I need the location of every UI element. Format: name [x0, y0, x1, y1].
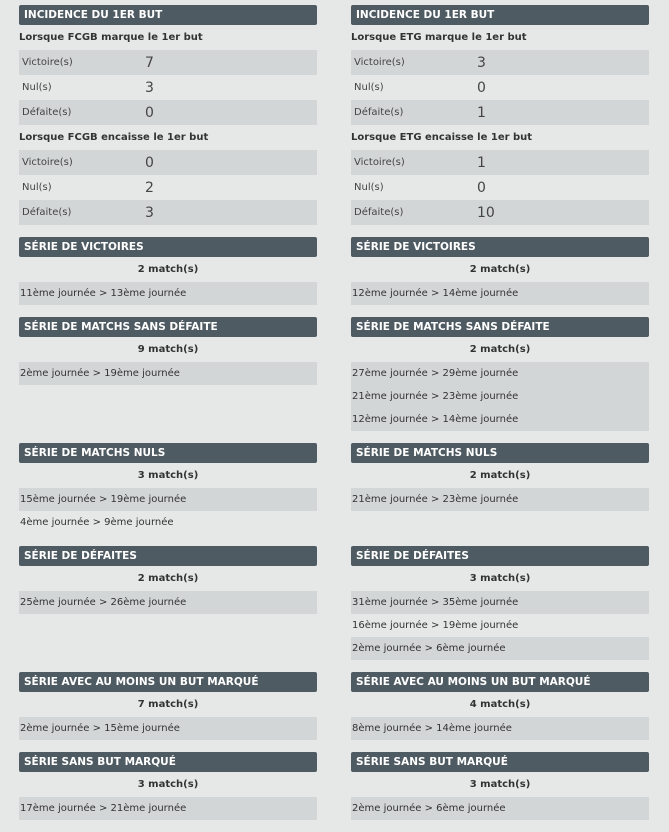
series-no-goal: [19, 752, 317, 820]
range-row: 21ème journée > 23ème journée: [351, 385, 649, 408]
series-header: SÉRIE DE MATCHS SANS DÉFAITE: [19, 317, 317, 337]
series-header: SÉRIE SANS BUT MARQUÉ: [19, 752, 317, 772]
series-header: SÉRIE DE VICTOIRES: [19, 237, 317, 257]
stat-label: Défaite(s): [354, 107, 404, 118]
range-row: 4ème journée > 9ème journée: [20, 517, 174, 528]
range-row: 2ème journée > 15ème journée: [19, 717, 317, 740]
stat-row: [19, 150, 317, 175]
range-row: 12ème journée > 14ème journée: [351, 282, 649, 305]
series-no-goal: [351, 752, 649, 820]
stat-value: 0: [145, 104, 154, 121]
stat-value: 0: [477, 79, 486, 96]
stat-label: Défaite(s): [354, 207, 404, 218]
range-row: 2ème journée > 19ème journée: [19, 362, 317, 385]
conceded-first-subtitle: Lorsque ETG encaisse le 1er but: [351, 132, 533, 143]
stat-label: Nul(s): [354, 182, 384, 193]
match-count: 2 match(s): [137, 264, 199, 275]
range-row: 16ème journée > 19ème journée: [352, 620, 519, 631]
stat-value: 0: [145, 154, 154, 171]
stat-row: [19, 50, 317, 75]
scored-first-subtitle: Lorsque ETG marque le 1er but: [351, 32, 527, 43]
stat-row: [351, 75, 649, 100]
series-header: SÉRIE DE MATCHS SANS DÉFAITE: [351, 317, 649, 337]
match-count: 3 match(s): [469, 573, 531, 584]
stat-row: [19, 100, 317, 125]
series-scoring: [351, 672, 649, 740]
stat-value: 2: [145, 179, 154, 196]
series-draws: [19, 443, 317, 534]
range-row: 27ème journée > 29ème journée: [351, 362, 649, 385]
range-row: 15ème journée > 19ème journée: [19, 488, 317, 511]
stat-value: 3: [477, 54, 486, 71]
match-count: 2 match(s): [469, 470, 531, 481]
stat-row: [19, 75, 317, 100]
range-row: 12ème journée > 14ème journée: [351, 408, 649, 431]
stat-label: Victoire(s): [354, 157, 405, 168]
series-header: SÉRIE DE DÉFAITES: [351, 546, 649, 566]
series-header: SÉRIE DE MATCHS NULS: [351, 443, 649, 463]
stat-row: [351, 100, 649, 125]
match-count: 3 match(s): [137, 779, 199, 790]
match-count: 3 match(s): [137, 470, 199, 481]
range-row: 2ème journée > 6ème journée: [351, 797, 649, 820]
series-header: SÉRIE AVEC AU MOINS UN BUT MARQUÉ: [351, 672, 649, 692]
range-row: 8ème journée > 14ème journée: [351, 717, 649, 740]
incidence-header: INCIDENCE DU 1ER BUT: [19, 5, 317, 25]
series-victories: [351, 237, 649, 305]
fcgb-stats-column: [19, 5, 317, 814]
range-row: 2ème journée > 6ème journée: [351, 637, 649, 660]
range-row: 11ème journée > 13ème journée: [19, 282, 317, 305]
stat-value: 0: [477, 179, 486, 196]
series-header: SÉRIE DE DÉFAITES: [19, 546, 317, 566]
stat-value: 3: [145, 204, 154, 221]
series-unbeaten: [19, 317, 317, 385]
stat-label: Nul(s): [354, 82, 384, 93]
range-row: 21ème journée > 23ème journée: [351, 488, 649, 511]
match-count: 4 match(s): [469, 699, 531, 710]
series-victories: [19, 237, 317, 305]
stat-value: 7: [145, 54, 154, 71]
series-header: SÉRIE DE VICTOIRES: [351, 237, 649, 257]
stat-value: 1: [477, 104, 486, 121]
series-draws: [351, 443, 649, 511]
stat-row: [351, 175, 649, 200]
conceded-first-subtitle: Lorsque FCGB encaisse le 1er but: [19, 132, 209, 143]
stat-label: Défaite(s): [22, 207, 72, 218]
stat-row: [351, 200, 649, 225]
stat-label: Nul(s): [22, 182, 52, 193]
match-count: 2 match(s): [469, 264, 531, 275]
stat-label: Victoire(s): [354, 57, 405, 68]
stat-label: Nul(s): [22, 82, 52, 93]
match-count: 3 match(s): [469, 779, 531, 790]
stat-row: [351, 50, 649, 75]
match-count: 9 match(s): [137, 344, 199, 355]
series-header: SÉRIE DE MATCHS NULS: [19, 443, 317, 463]
match-count: 2 match(s): [137, 573, 199, 584]
series-defeats: [19, 546, 317, 614]
match-count: 7 match(s): [137, 699, 199, 710]
stat-label: Victoire(s): [22, 57, 73, 68]
stat-row: [19, 200, 317, 225]
etg-stats-column: [351, 5, 649, 814]
series-scoring: [19, 672, 317, 740]
stat-row: [351, 150, 649, 175]
stat-row: [19, 175, 317, 200]
stat-label: Victoire(s): [22, 157, 73, 168]
stat-value: 3: [145, 79, 154, 96]
stat-label: Défaite(s): [22, 107, 72, 118]
series-header: SÉRIE AVEC AU MOINS UN BUT MARQUÉ: [19, 672, 317, 692]
series-defeats: [351, 546, 649, 660]
series-unbeaten: [351, 317, 649, 431]
stat-value: 10: [477, 204, 495, 221]
incidence-header: INCIDENCE DU 1ER BUT: [351, 5, 649, 25]
stat-value: 1: [477, 154, 486, 171]
match-count: 2 match(s): [469, 344, 531, 355]
series-header: SÉRIE SANS BUT MARQUÉ: [351, 752, 649, 772]
scored-first-subtitle: Lorsque FCGB marque le 1er but: [19, 32, 203, 43]
range-row: 17ème journée > 21ème journée: [19, 797, 317, 820]
range-row: 25ème journée > 26ème journée: [19, 591, 317, 614]
range-row: 31ème journée > 35ème journée: [351, 591, 649, 614]
